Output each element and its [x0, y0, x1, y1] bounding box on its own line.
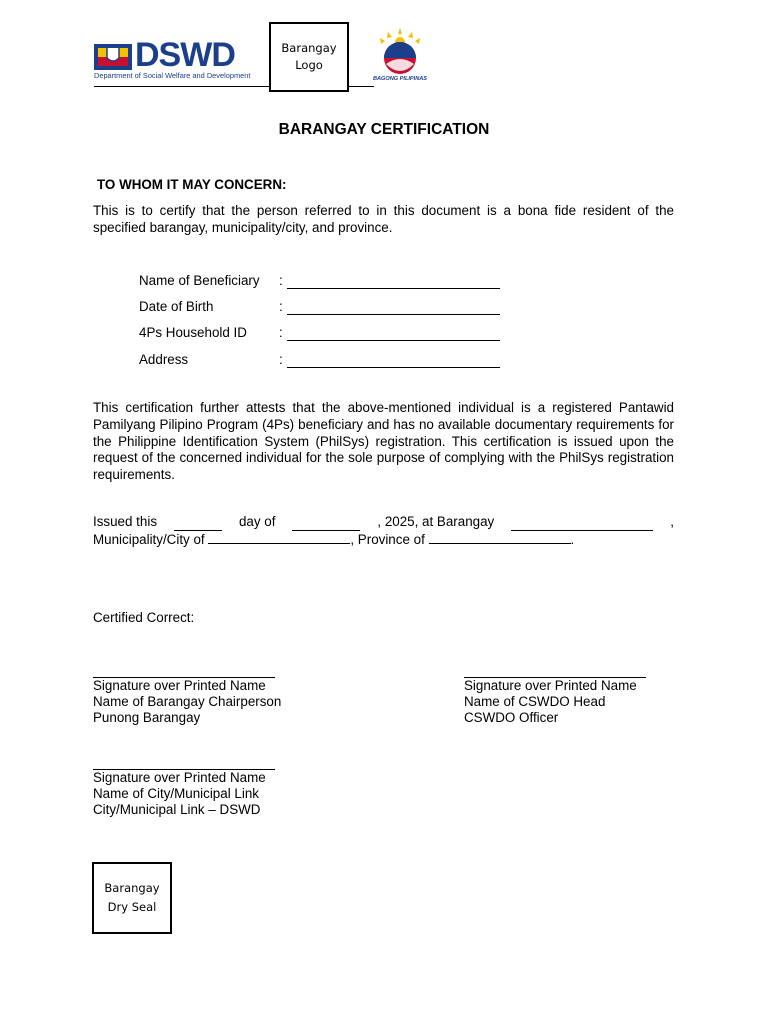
field-name-of-beneficiary	[139, 273, 509, 293]
field-blank-line	[287, 314, 500, 315]
bagong-pilipinas-logo	[368, 28, 432, 86]
field-label: Date of Birth	[139, 299, 214, 314]
province-of-text: , Province of	[350, 532, 425, 547]
signatory-barangay-chairperson	[93, 677, 281, 725]
issued-line-1: Issued this day of , 2025, at Barangay ,	[93, 514, 674, 530]
signatory-line2: Name of Barangay Chairperson	[93, 693, 282, 709]
intro-paragraph: This is to certify that the person referred to in this document is a bona fide resident of the specified barangay, municipality/city, and province.	[93, 203, 674, 235]
bagong-pilipinas-text: BAGONG PILIPINAS	[372, 76, 428, 82]
document-title: BARANGAY CERTIFICATION	[278, 121, 490, 138]
certified-correct-label: Certified Correct:	[93, 610, 195, 625]
issued-day-blank	[174, 518, 222, 531]
municipality-blank	[208, 531, 350, 544]
barangay-logo-line1: Barangay	[281, 41, 337, 55]
issued-line-2	[93, 531, 574, 548]
barangay-logo-placeholder	[269, 22, 349, 92]
field-colon: :	[279, 273, 283, 288]
field-4ps-household-id	[139, 325, 509, 345]
barangay-blank	[511, 518, 653, 531]
field-label: Name of Beneficiary	[139, 273, 260, 288]
field-colon: :	[279, 325, 283, 340]
year-at-barangay-text: , 2025, at Barangay	[377, 514, 495, 530]
dry-seal-line2: Dry Seal	[107, 900, 157, 914]
attestation-paragraph: This certification further attests that the above-mentioned individual is a registered Pantawid Pamilyang Pilipino Program (4Ps) beneficiary and has no available documentary requirements for the Philippine Identification System (PhilSys) registration. This certification is issued upon the request of the concerned individual for the sole purpose of complying with the PhilSys registration requirements.	[93, 400, 674, 483]
field-date-of-birth	[139, 299, 509, 319]
barangay-dry-seal-placeholder	[92, 862, 172, 934]
bagong-pilipinas-emblem-icon	[368, 28, 432, 76]
signatory-line2: Name of CSWDO Head	[464, 693, 606, 709]
dswd-logo	[94, 36, 251, 88]
signatory-line1: Signature over Printed Name	[93, 770, 266, 785]
signatory-city-municipal-link	[93, 769, 275, 817]
signatory-cswdo-head	[464, 677, 646, 725]
dswd-wordmark: DSWD	[135, 36, 235, 74]
field-blank-line	[287, 367, 500, 368]
field-blank-line	[287, 340, 500, 341]
field-label: 4Ps Household ID	[139, 325, 247, 340]
issued-end-period: .	[570, 532, 575, 547]
signatory-line3: CSWDO Officer	[464, 709, 559, 725]
signatory-line2: Name of City/Municipal Link	[93, 785, 259, 801]
municipality-of-text: Municipality/City of	[93, 532, 205, 547]
signatory-line1: Signature over Printed Name	[93, 678, 266, 693]
field-address	[139, 352, 509, 372]
field-label: Address	[139, 352, 189, 367]
signatory-line3: City/Municipal Link – DSWD	[93, 801, 261, 817]
signatory-line3: Punong Barangay	[93, 709, 201, 725]
field-blank-line	[287, 288, 500, 289]
salutation: TO WHOM IT MAY CONCERN:	[97, 177, 287, 192]
signatory-line1: Signature over Printed Name	[464, 678, 637, 693]
field-colon: :	[279, 352, 283, 367]
issued-this-text: Issued this	[93, 514, 158, 530]
day-of-text: day of	[238, 514, 276, 530]
dry-seal-line1: Barangay	[104, 881, 160, 895]
province-blank	[429, 531, 571, 544]
issued-month-blank	[292, 518, 360, 531]
dswd-emblem-icon	[94, 42, 132, 70]
dswd-subtitle: Department of Social Welfare and Development	[94, 71, 251, 80]
barangay-logo-line2: Logo	[295, 58, 323, 72]
field-colon: :	[279, 299, 283, 314]
